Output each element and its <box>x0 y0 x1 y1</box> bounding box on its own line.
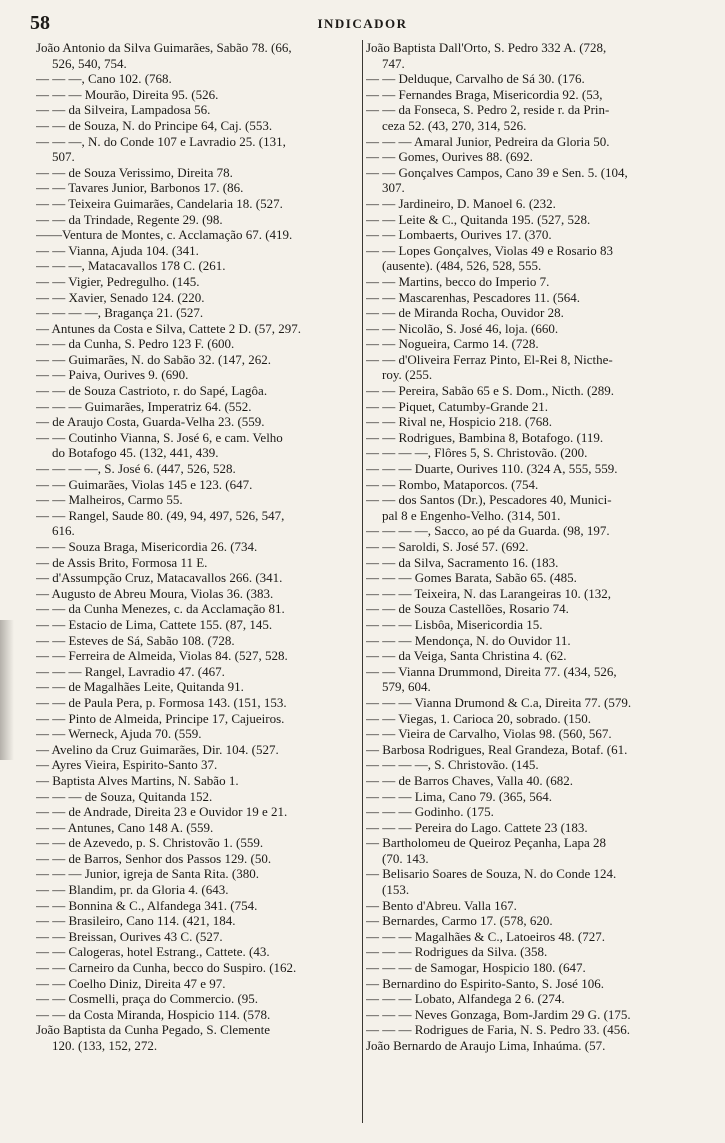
directory-line: — — — —, Flôres 5, S. Christovão. (200. <box>366 445 588 461</box>
directory-line: — Augusto de Abreu Moura, Violas 36. (383. <box>36 585 274 601</box>
directory-line: — — da Fonseca, S. Pedro 2, reside r. da Prin- <box>366 102 610 118</box>
directory-line: — — — —, S. Christovão. (145. <box>366 757 539 773</box>
directory-line: — — Rodrigues, Bambina 8, Botafogo. (119. <box>366 429 604 445</box>
binding-shadow <box>0 620 14 760</box>
directory-line: — — — Rodrigues da Silva. (358. <box>366 944 548 960</box>
directory-line: — — Pereira, Sabão 65 e S. Dom., Nicth. (289. <box>366 383 615 399</box>
directory-line: — — Bonnina & C., Alfandega 341. (754. <box>36 897 258 913</box>
directory-line: — — — Rangel, Lavradio 47. (467. <box>36 663 225 679</box>
directory-line: — — Gonçalves Campos, Cano 39 e Sen. 5. (104, <box>366 164 628 180</box>
directory-line: 579, 604. <box>382 679 431 695</box>
directory-line: — — Paiva, Ourives 9. (690. <box>36 367 189 383</box>
directory-line: — — Brasileiro, Cano 114. (421, 184. <box>36 913 236 929</box>
directory-line: João Baptista da Cunha Pegado, S. Clemente <box>36 1022 270 1038</box>
directory-line: — — Estacio de Lima, Cattete 155. (87, 145. <box>36 616 273 632</box>
directory-line: — — Nogueira, Carmo 14. (728. <box>366 336 539 352</box>
directory-line: — Bernardino do Espirito-Santo, S. José 106. <box>366 975 604 991</box>
directory-line: — — — Vianna Drumond & C.a, Direita 77. (579. <box>366 694 632 710</box>
directory-line: — — de Andrade, Direita 23 e Ouvidor 19 e 21. <box>36 804 288 820</box>
directory-line: — — — —, Bragança 21. (527. <box>36 305 204 321</box>
directory-line: — — — de Samogar, Hospicio 180. (647. <box>366 960 586 976</box>
directory-line: 616. <box>52 523 75 539</box>
directory-line: — — Saroldi, S. José 57. (692. <box>366 539 529 554</box>
directory-line: — — — Neves Gonzaga, Bom-Jardim 29 G. (175. <box>366 1006 631 1022</box>
directory-line: — — — Junior, igreja de Santa Rita. (380. <box>36 866 259 882</box>
directory-line: — Ayres Vieira, Espirito-Santo 37. <box>36 757 218 773</box>
directory-line: — — — Godinho. (175. <box>366 804 494 820</box>
directory-line: — — Mascarenhas, Pescadores 11. (564. <box>366 289 580 305</box>
directory-line: — — de Magalhães Leite, Quitanda 91. <box>36 679 244 695</box>
directory-line: — — — Rodrigues de Faria, N. S. Pedro 33. (456. <box>366 1022 630 1038</box>
directory-line: pal 8 e Engenho-Velho. (314, 501. <box>382 507 561 523</box>
directory-line: — — de Souza Verissimo, Direita 78. <box>36 164 233 180</box>
directory-line: — — — Magalhães & C., Latoeiros 48. (727. <box>366 928 606 944</box>
directory-line: — — — de Souza, Quitanda 152. <box>36 788 213 804</box>
directory-line: — de Araujo Costa, Guarda-Velha 23. (559. <box>36 414 265 430</box>
directory-line: — — Rangel, Saude 80. (49, 94, 497, 526, 547, <box>36 507 285 523</box>
page-header <box>30 12 695 38</box>
directory-line: — Antunes da Costa e Silva, Cattete 2 D. (57, 297. <box>36 320 302 336</box>
directory-line: — — da Veiga, Santa Christina 4. (62. <box>366 648 567 664</box>
directory-line: — — Esteves de Sá, Sabão 108. (728. <box>36 632 235 648</box>
directory-line: — — Cosmelli, praça do Commercio. (95. <box>36 991 259 1007</box>
running-title: INDICADOR <box>317 16 408 31</box>
directory-line: — — — —, S. José 6. (447, 526, 528. <box>36 461 236 477</box>
directory-line: — — de Souza Castellões, Rosario 74. <box>366 601 569 617</box>
directory-line: — — dos Santos (Dr.), Pescadores 40, Munici- <box>366 492 612 508</box>
directory-line: — — Vieira de Carvalho, Violas 98. (560, 567. <box>366 726 612 742</box>
directory-line: — — Tavares Junior, Barbonos 17. (86. <box>36 180 244 196</box>
directory-line: — — de Paula Pera, p. Formosa 143. (151, 153. <box>36 694 287 710</box>
directory-line: — — Lombaerts, Ourives 17. (370. <box>366 227 552 243</box>
column-divider <box>362 40 363 1123</box>
directory-line: — — — —, Sacco, ao pé da Guarda. (98, 197. <box>366 523 610 539</box>
directory-line: — — de Miranda Rocha, Ouvidor 28. <box>366 305 564 321</box>
directory-line: — — Fernandes Braga, Misericordia 92. (53, <box>366 86 603 102</box>
directory-line: — — — Teixeira, N. das Larangeiras 10. (132, <box>366 585 612 601</box>
directory-line: — — da Silva, Sacramento 16. (183. <box>366 554 559 570</box>
directory-line: — — d'Oliveira Ferraz Pinto, El-Rei 8, Nicthe- <box>366 351 613 367</box>
directory-line: — — Lopes Gonçalves, Violas 49 e Rosario 83 <box>366 242 614 258</box>
right-column <box>366 40 715 1054</box>
directory-line: (153. <box>382 882 410 898</box>
directory-line: roy. (255. <box>382 367 433 383</box>
directory-line: — — Malheiros, Carmo 55. <box>36 492 183 508</box>
directory-line: — — Blandim, pr. da Gloria 4. (643. <box>36 882 229 898</box>
directory-line: — — da Costa Miranda, Hospicio 114. (578. <box>36 1006 271 1022</box>
directory-line: João Antonio da Silva Guimarães, Sabão 78. (66, <box>36 40 292 55</box>
directory-line: — — de Barros, Senhor dos Passos 129. (50. <box>36 850 272 866</box>
directory-line: do Botafogo 45. (132, 441, 439. <box>52 445 219 461</box>
directory-line: — — Vianna Drummond, Direita 77. (434, 526, <box>366 663 617 679</box>
directory-line: — d'Assumpção Cruz, Matacavallos 266. (341. <box>36 570 283 586</box>
directory-line: — — — Pereira do Lago. Cattete 23 (183. <box>366 819 588 835</box>
directory-line: — — — Guimarães, Imperatriz 64. (552. <box>36 398 252 414</box>
directory-line: — — —, Matacavallos 178 C. (261. <box>36 258 226 274</box>
directory-line: — — Nicolão, S. José 46, loja. (660. <box>366 320 559 336</box>
directory-line: — Bartholomeu de Queiroz Peçanha, Lapa 28 <box>366 835 607 851</box>
directory-line: (ausente). (484, 526, 528, 555. <box>382 258 542 274</box>
directory-line: — — Xavier, Senado 124. (220. <box>36 289 205 305</box>
directory-line: — — Calogeras, hotel Estrang., Cattete. (43. <box>36 944 270 960</box>
directory-line: — — Delduque, Carvalho de Sá 30. (176. <box>366 71 585 87</box>
directory-line: — — —, N. do Conde 107 e Lavradio 25. (131, <box>36 133 286 149</box>
directory-line: (70. 143. <box>382 850 429 866</box>
directory-line: — Bento d'Abreu. Valla 167. <box>366 897 517 913</box>
directory-line: — — de Souza, N. do Principe 64, Caj. (553. <box>36 117 273 133</box>
directory-line: — — Piquet, Catumby-Grande 21. <box>366 398 548 414</box>
directory-line: — — Guimarães, Violas 145 e 123. (647. <box>36 476 253 492</box>
directory-line: — — Vianna, Ajuda 104. (341. <box>36 242 199 258</box>
directory-line: — — Vigier, Pedregulho. (145. <box>36 273 200 289</box>
directory-line: — — da Cunha Menezes, c. da Acclamação 81. <box>36 601 285 617</box>
directory-line: — — Gomes, Ourives 88. (692. <box>366 149 533 165</box>
page-number: 58 <box>30 12 50 34</box>
directory-line: — — Pinto de Almeida, Principe 17, Cajueiros. <box>36 710 285 726</box>
directory-line: — — — Lobato, Alfandega 2 6. (274. <box>366 991 565 1007</box>
directory-line: 307. <box>382 180 405 196</box>
directory-line: — — — Mourão, Direita 95. (526. <box>36 86 219 102</box>
directory-line: — — Jardineiro, D. Manoel 6. (232. <box>366 195 556 211</box>
directory-line: — — Coelho Diniz, Direita 47 e 97. <box>36 975 226 991</box>
directory-line: — Belisario Soares de Souza, N. do Conde 124. <box>366 866 617 882</box>
directory-line: — — Viegas, 1. Carioca 20, sobrado. (150. <box>366 710 591 726</box>
directory-line: — — Ferreira de Almeida, Violas 84. (527, 528. <box>36 648 288 664</box>
directory-line: — — Teixeira Guimarães, Candelaria 18. (527. <box>36 195 283 211</box>
directory-line: — — — Amaral Junior, Pedreira da Gloria 50. <box>366 133 610 149</box>
directory-line: — Bernardes, Carmo 17. (578, 620. <box>366 913 553 929</box>
directory-line: ceza 52. (43, 270, 314, 526. <box>382 117 527 133</box>
directory-line: — — — Duarte, Ourives 110. (324 A, 555, 559. <box>366 461 618 477</box>
directory-line: — — Souza Braga, Misericordia 26. (734. <box>36 539 258 554</box>
directory-line: — — Antunes, Cano 148 A. (559. <box>36 819 214 835</box>
directory-columns <box>36 40 715 1123</box>
directory-line: — — — Gomes Barata, Sabão 65. (485. <box>366 570 577 586</box>
directory-line: 120. (133, 152, 272. <box>52 1038 158 1053</box>
directory-line: — — de Souza Castrioto, r. do Sapé, Lagôa. <box>36 383 268 399</box>
directory-line: — Baptista Alves Martins, N. Sabão 1. <box>36 772 239 788</box>
directory-line: João Bernardo de Araujo Lima, Inhaúma. (57. <box>366 1038 606 1053</box>
directory-line: — — Werneck, Ajuda 70. (559. <box>36 726 202 742</box>
directory-line: — — Leite & C., Quitanda 195. (527, 528. <box>366 211 591 227</box>
left-column <box>36 40 356 1054</box>
directory-line: — — da Trindade, Regente 29. (98. <box>36 211 223 227</box>
directory-line: — — Martins, becco do Imperio 7. <box>366 273 550 289</box>
directory-line: — — Rival ne, Hospicio 218. (768. <box>366 414 552 430</box>
directory-line: — de Assis Brito, Formosa 11 E. <box>36 554 208 570</box>
directory-line: — — — Lima, Cano 79. (365, 564. <box>366 788 552 804</box>
directory-line: — — Breissan, Ourives 43 C. (527. <box>36 928 223 944</box>
directory-line: — — de Barros Chaves, Valla 40. (682. <box>366 772 574 788</box>
directory-line: — — Rombo, Mataporcos. (754. <box>366 476 539 492</box>
directory-line: — — — Mendonça, N. do Ouvidor 11. <box>366 632 571 648</box>
directory-line: — — da Silveira, Lampadosa 56. <box>36 102 211 118</box>
directory-line: — Barbosa Rodrigues, Real Grandeza, Botaf. (61. <box>366 741 628 757</box>
directory-line: — — de Azevedo, p. S. Christovão 1. (559. <box>36 835 264 851</box>
directory-line: — — da Cunha, S. Pedro 123 F. (600. <box>36 336 235 352</box>
directory-line: 747. <box>382 55 405 71</box>
directory-line: — — — Lisbôa, Misericordia 15. <box>366 616 543 632</box>
directory-line: — — Carneiro da Cunha, becco do Suspiro. (162. <box>36 960 297 976</box>
directory-line: ——Ventura de Montes, c. Acclamação 67. (419. <box>36 227 293 243</box>
directory-line: — — —, Cano 102. (768. <box>36 71 172 87</box>
directory-line: — — Coutinho Vianna, S. José 6, e cam. Velho <box>36 429 283 445</box>
directory-line: João Baptista Dall'Orto, S. Pedro 332 A. (728, <box>366 40 607 55</box>
directory-line: — — Guimarães, N. do Sabão 32. (147, 262. <box>36 351 272 367</box>
directory-line: 507. <box>52 149 75 165</box>
directory-line: — Avelino da Cruz Guimarães, Dir. 104. (527. <box>36 741 279 757</box>
directory-line: 526, 540, 754. <box>52 55 127 71</box>
